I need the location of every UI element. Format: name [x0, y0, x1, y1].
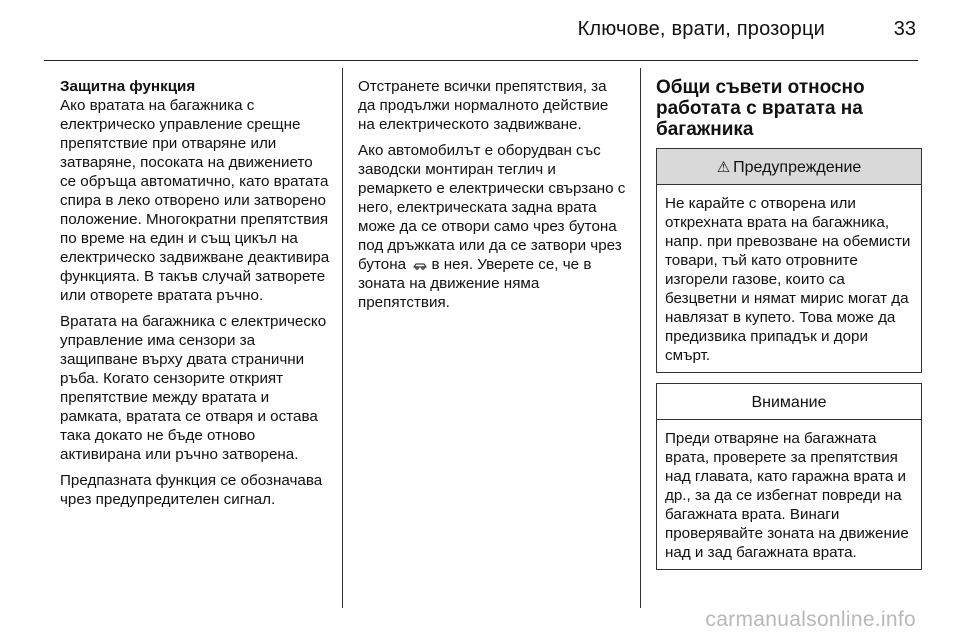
sensor-paragraph: Вратата на багажника с електрическо управление има сензори за защипване върху двата странични ръба. Когато сензорите открият препятствие между вратата и рамката, вратата се отваря и остава така докато не бъде отново активирана или ръчно затворена. [60, 313, 327, 463]
paragraph-text: Ако вратата на багажника с електрическо управление срещне препятствие при отваряне или затваряне, посоката на движението се обръща автоматично, като вратата спира в леко отворено или затворено положение. Многократни препятствия по време на един и същ цикъл на електрическо задвижване деактивира функцията. В такъв случай затворете или отворете вратата ръчно. [60, 97, 330, 304]
warning-triangle-icon: ⚠ [716, 159, 731, 176]
column-1 [60, 77, 330, 516]
obstacles-paragraph: Отстранете всички препятствия, за да продължи нормалното действие на електрическото задвижване. [358, 78, 609, 133]
column-3 [656, 77, 922, 580]
caution-title: Внимание [657, 384, 921, 420]
caution-body: Преди отваряне на багажната врата, проверете за препятствия над главата, като гаражна врата и др., за да се избегнат повреди на багажната врата. Винаги проверявайте зоната на движение над и зад багажната врата. [665, 430, 909, 561]
car-key-icon [413, 260, 427, 270]
section-heading-protection: Защитна функция [60, 78, 196, 95]
page-number: 33 [893, 18, 916, 40]
signal-paragraph: Предпазната функция се обозначава чрез предупредителен сигнал. [60, 472, 323, 508]
warning-title-text: Предупреждение [733, 159, 862, 176]
protection-paragraph [60, 77, 330, 305]
warning-title [657, 149, 921, 185]
warning-body: Не карайте с отворена или открехната врата на багажника, напр. при превозване на обемисти товари, тъй като отровните изгорели газове, които са безцветни и нямат мирис могат да навлязат в купето. Това може да предизвика припадък и дори смърт. [665, 195, 911, 364]
caution-box [656, 383, 922, 570]
watermark: carmanualsonline.info [705, 608, 916, 631]
towbar-text-before: Ако автомобилът е оборудван със заводски монтиран теглич и ремаркето е електрически свързано с него, електрическата задна врата може да се отвори само чрез бутона под дръжката или да се затвори чрез бутона [358, 142, 626, 273]
section-heading-general-advice: Общи съвети относно работата с вратата на багажника [656, 77, 865, 140]
header-divider [44, 60, 918, 61]
column-2 [358, 77, 628, 319]
towbar-text-after: в нея. Уверете се, че в зоната на движение няма препятствия. [358, 256, 592, 311]
page-title: Ключове, врати, прозорци [577, 18, 825, 40]
column-divider-1 [342, 68, 343, 608]
towbar-paragraph [358, 141, 628, 312]
warning-box [656, 148, 922, 373]
column-divider-2 [640, 68, 641, 608]
